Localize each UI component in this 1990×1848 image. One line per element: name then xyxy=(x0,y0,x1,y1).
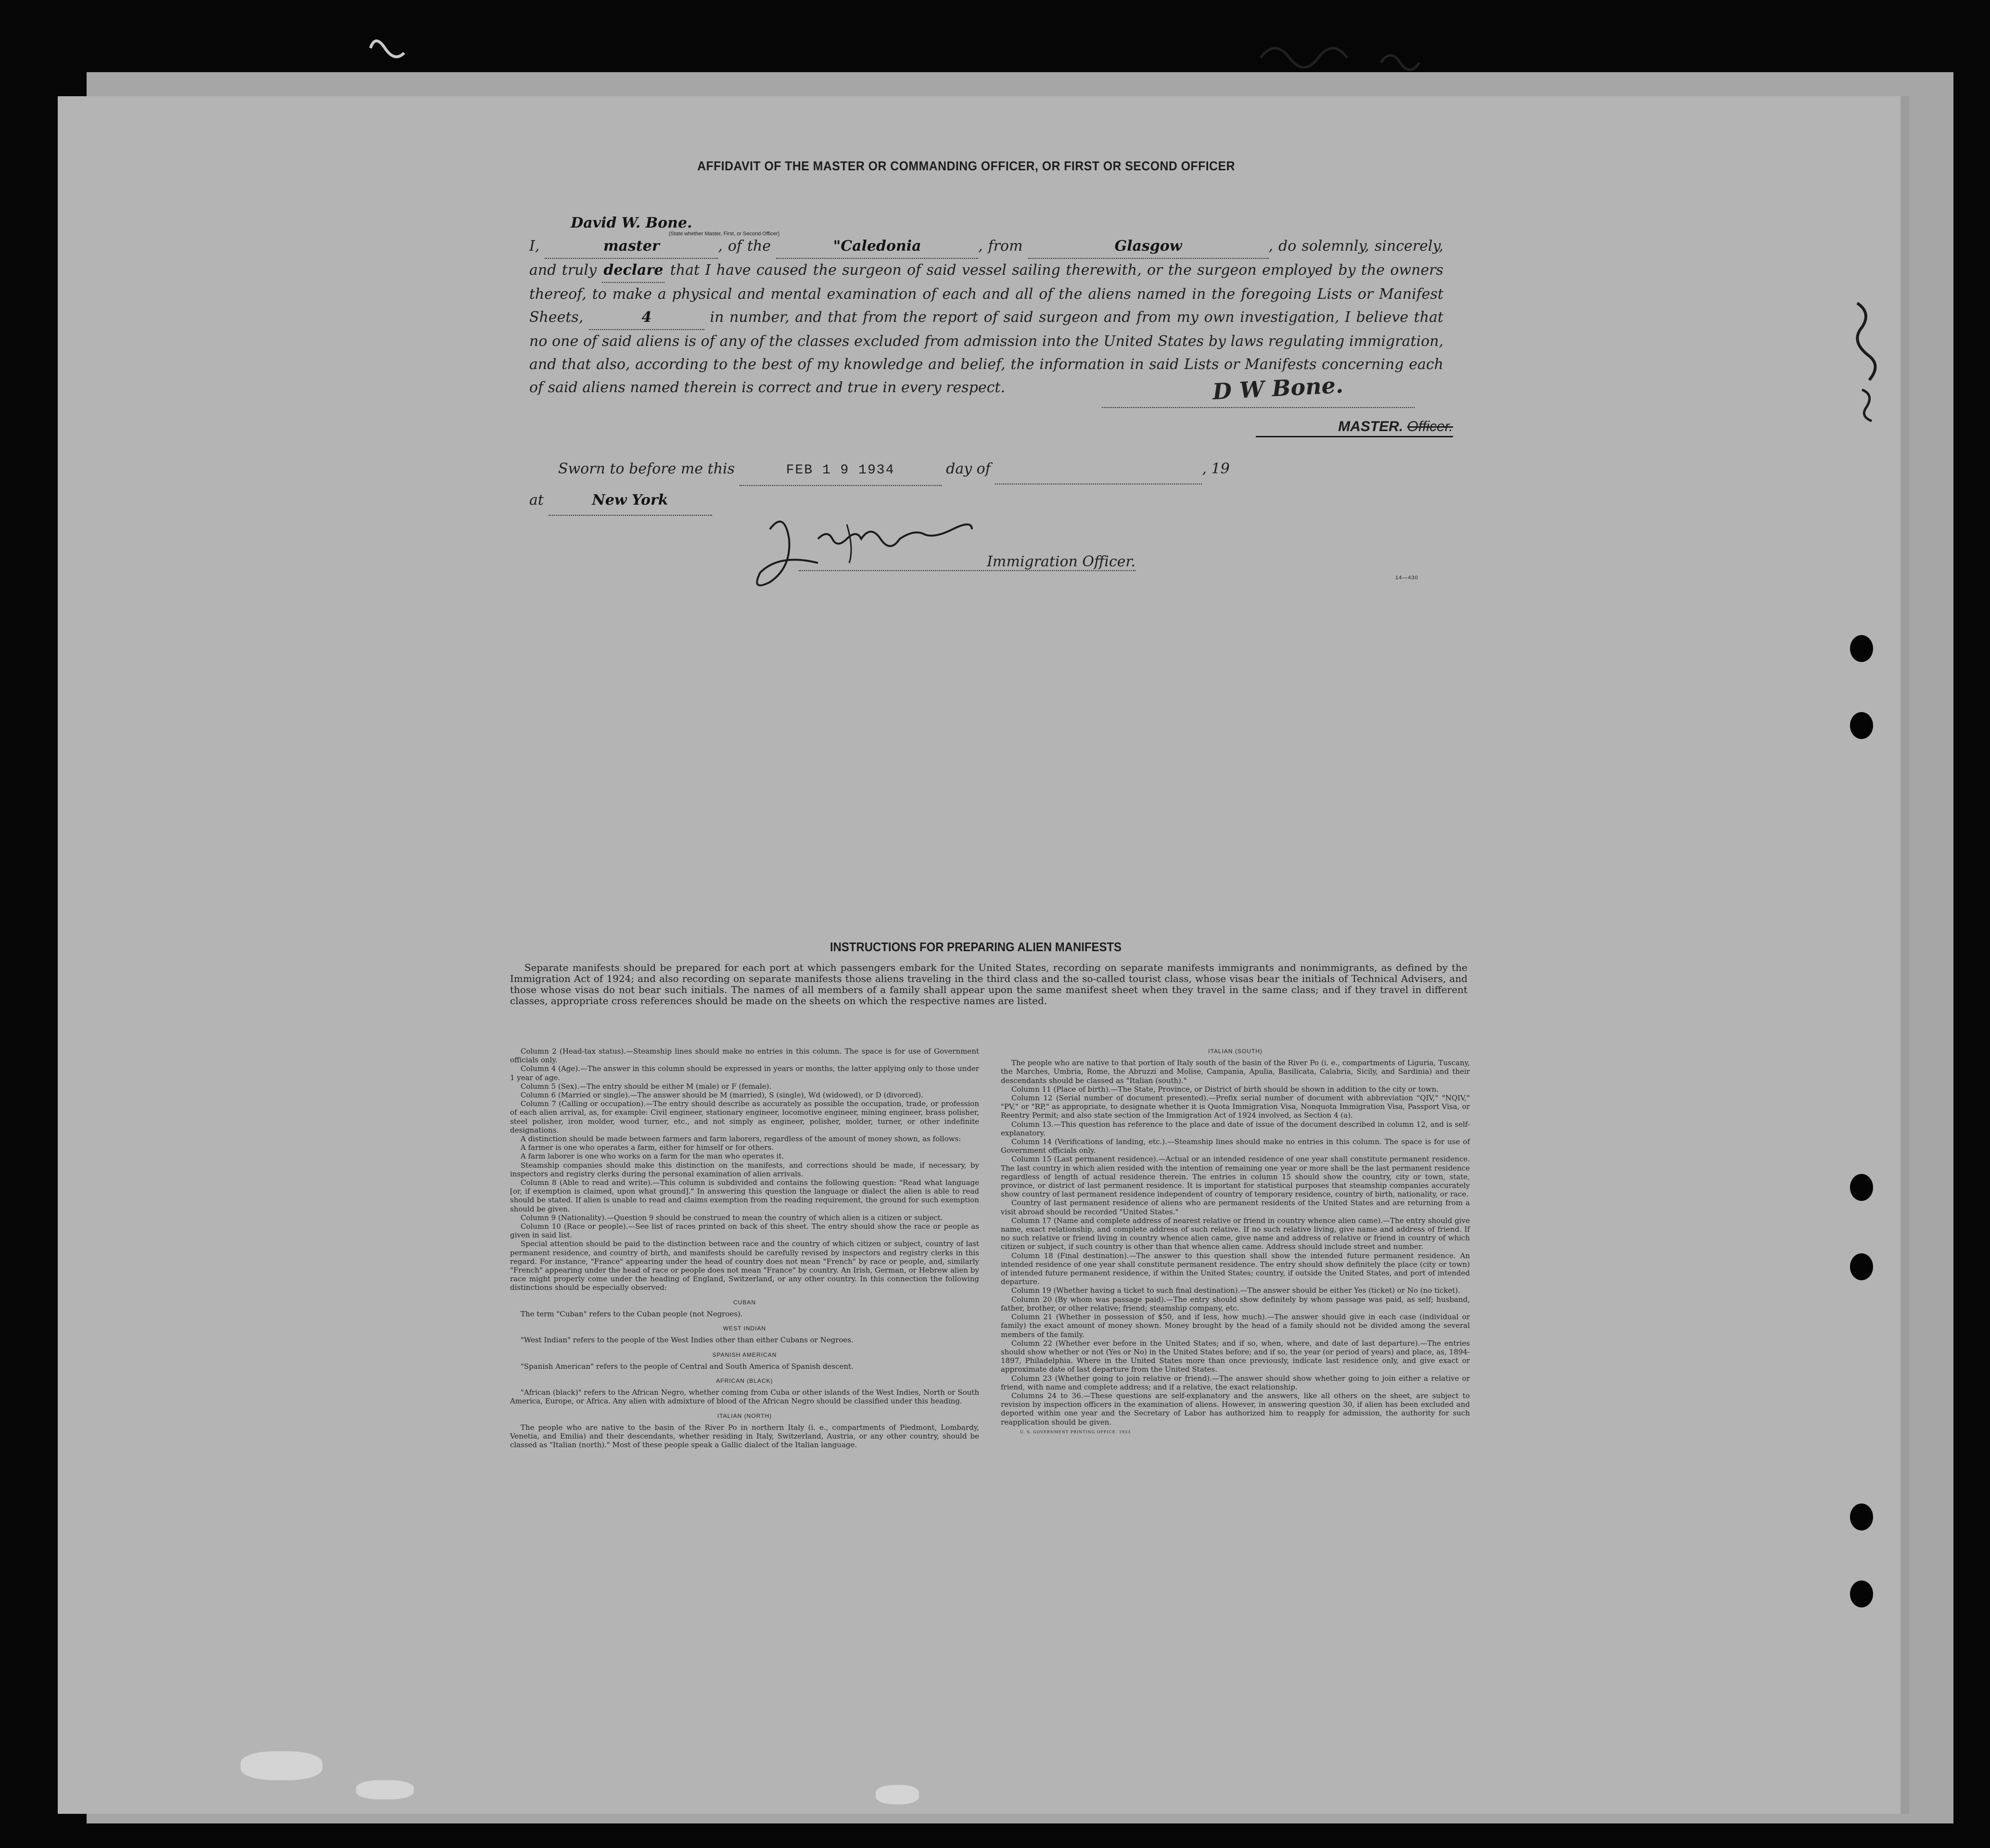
instruction-paragraph: Column 18 (Final destination).—The answer to this question shall show the intended future permanent residence. An intended residence of one year shall constitute permanent residence. The entry should show definitely the place (city or town) of intended future permanent residence, if within the United States; country, if outside the United States, and port of intended departure. xyxy=(1001,1251,1470,1287)
immigration-officer-title: Immigration Officer. xyxy=(987,553,1135,570)
form-number: 14—430 xyxy=(1395,575,1418,581)
sworn-place-field: New York xyxy=(549,486,712,516)
instruction-paragraph: Column 5 (Sex).—The entry should be either M (male) or F (female). xyxy=(521,1082,772,1091)
instruction-paragraph: Column 2 (Head-tax status).—Steamship lines should make no entries in this column. The space is for use of Government officials only. xyxy=(510,1047,979,1065)
binder-hole xyxy=(1850,712,1873,739)
instruction-paragraph: The people who are native to the basin of the River Po in northern Italy (i. e., compartments of Piedmont, Lombardy, Venetia, and Emilia) and their descendants, whether residing in Italy, Switzerland, Austria, or any other country, should be classed as "Italian (north)." Most of these people speak a Gallic dialect of the Italian language. xyxy=(510,1423,979,1450)
instruction-paragraph: Column 12 (Serial number of document presented).—Prefix serial number of document with abbreviation "QIV," "NQIV," "PV," or "RP," as appropriate, to designate whether it is Quota Immigration Visa, Nonquota Immigration Visa, Passport Visa, or Reentry Permit; and also state section of the Immigration Act of 1924 involved, as Section 4 (a). xyxy=(1001,1094,1470,1120)
master-title-label: MASTER. xyxy=(1338,419,1403,434)
binder-hole xyxy=(1850,1174,1873,1201)
printer-imprint: U. S. GOVERNMENT PRINTING OFFICE: 1933 xyxy=(1020,1429,1131,1434)
instructions-title: INSTRUCTIONS FOR PREPARING ALIEN MANIFESTS xyxy=(830,940,1122,954)
instruction-paragraph: Column 22 (Whether ever before in the United States; and if so, when, where, and date of last departure).—The entries should show whether or not (Yes or No) in the United States before; and if so, the year (or period of years) and place, as, 1894-1897, Philadelphia. Where in the United States more than once previously, indicate last residence only, and give exact or approximate date of last departure from the United States. xyxy=(1001,1338,1470,1374)
at-label: at xyxy=(529,492,544,509)
paper-wear xyxy=(241,1751,322,1780)
section-heading: ITALIAN (SOUTH) xyxy=(1208,1048,1263,1055)
instructions-left-column xyxy=(510,1047,979,1449)
instruction-paragraph: Column 15 (Last permanent residence).—Actual or an intended residence of one year shall constitute permanent residence. The last country in which alien resided with the intention of remaining one year or more shall be the last permanent residence regardless of length of actual residence therein. The entries in column 15 should show the country, city or town, state, province, or district of last permanent residence. It is important for statistical purposes that steamship companies accurately show country of last permanent residence independent of country of temporary residence, country of birth, nationality, or race. xyxy=(1001,1155,1470,1199)
instruction-paragraph: A farmer is one who operates a farm, either for himself or for others. xyxy=(521,1143,774,1152)
master-signature: D W Bone. xyxy=(1212,371,1344,405)
section-heading: ITALIAN (NORTH) xyxy=(717,1412,772,1419)
officer-struck-label: Officer. xyxy=(1407,419,1453,434)
affidavit-text: , from xyxy=(978,238,1023,255)
section-heading: SPANISH AMERICAN xyxy=(712,1351,777,1358)
section-heading: WEST INDIAN xyxy=(723,1325,766,1332)
instruction-paragraph: Column 17 (Name and complete address of nearest relative or friend in country whence alien came).—The entry should give name, exact relationship, and complete address of such relative. If no such relative living, give name and address of friend. If no such relative or friend living in country whence alien came, give name and address of relative or friend in country of which citizen or subject, if such country is other than that whence alien came. Address should include street and number. xyxy=(1001,1216,1470,1251)
affidavit-text: that I have caused the surgeon of said vessel sailing therewith, or the surgeon employed by the owners thereof, to make a physical and mental examination of each and all of the aliens named in the foregoing Lists or Manifest Sheets, xyxy=(529,262,1443,326)
top-edge-handwriting xyxy=(346,29,1549,87)
instruction-paragraph: "West Indian" refers to the people of the West Indies other than either Cubans or Negroes. xyxy=(521,1336,854,1345)
instruction-paragraph: The term "Cuban" refers to the Cuban people (not Negroes). xyxy=(521,1309,743,1318)
binder-hole xyxy=(1850,1253,1873,1280)
instruction-paragraph: Column 4 (Age).—The answer in this column should be expressed in years or months, the latter applying only to those under 1 year of age. xyxy=(510,1064,979,1082)
year-label: , 19 xyxy=(1202,460,1230,477)
instruction-paragraph: Special attention should be paid to the distinction between race and the country of which citizen or subject, country of last permanent residence, and country of birth, and manifests should be carefully revised by inspectors and registry clerks in this regard. For instance, "France" appearing under the head of country does not mean "French" by race or people, and, similarly "French" appearing under the head of race or people does not mean "France" by country. An Irish, German, or Hebrew alien by race might properly come under the heading of England, Switzerland, or any other country. In this connection the following distinctions should be especially observed: xyxy=(510,1239,979,1292)
affidavit-title: AFFIDAVIT OF THE MASTER OR COMMANDING OFFICER, OR FIRST OR SECOND OFFICER xyxy=(697,159,1235,173)
officer-rank-note: (State whether Master, First, or Second Officer) xyxy=(669,231,780,237)
sworn-block xyxy=(529,455,1230,516)
paper-wear xyxy=(356,1780,414,1799)
affidavit-text: I, xyxy=(529,238,540,255)
instruction-paragraph: Column 23 (Whether going to join relative or friend).—The answer should show whether going to join either a relative or friend, with name and complete address; and if a relative, the exact relationship. xyxy=(1001,1374,1470,1391)
affidavit-text: solemnly, sincerely, and truly xyxy=(529,238,1443,279)
instruction-paragraph: Column 19 (Whether having a ticket to such final destination).—The answer should be either Yes (ticket) or No (no ticket). xyxy=(1011,1286,1460,1295)
affidavit-text: in number, and that from the report of said surgeon and from my own investigation, I believe that no one of said aliens is of any of the classes excluded from admission into the United States by laws regulating immigration, and that also, according to the best of my knowledge and belief, the information in said Lists or Manifests concerning each of said aliens named therein is correct and true in every respect. xyxy=(529,309,1443,396)
vessel-name-field: "Caledonia xyxy=(776,235,978,259)
instruction-paragraph: Column 6 (Married or single).—The answer should be M (married), S (single), Wd (widowed), or D (divorced). xyxy=(521,1091,923,1100)
instruction-paragraph: "African (black)" refers to the African Negro, whether coming from Cuba or other islands of the West Indies, North or South America, Europe, or Africa. Any alien with admixture of blood of the African Negro should be classified under this heading. xyxy=(510,1388,979,1406)
instruction-paragraph: Country of last permanent residence of aliens who are permanent residents of the United States and are returning from a visit abroad should be recorded "United States." xyxy=(1001,1198,1470,1216)
instruction-paragraph: The people who are native to that portion of Italy south of the basin of the River Po (i. e., compartments of Liguria, Tuscany, the Marches, Umbria, Rome, the Abruzzi and Molise, Campania, Apulia, Basilicata, Calabria, Sicily, and Sardinia) and their descendants should be classed as "Italian (south)." xyxy=(1001,1058,1470,1085)
port-field: Glasgow xyxy=(1028,235,1269,259)
instruction-paragraph: Column 7 (Calling or occupation).—The entry should describe as accurately as possible the occupation, trade, or profession of each alien arrival, as, for example: Civil engineer, stationary engineer, locomotive engineer, mining engineer, brass polisher, steel polisher, iron molder, wood turner, etc., and not simply as engineer, polisher, molder, turner, or other indefinite designations. xyxy=(510,1099,979,1134)
instruction-paragraph: Column 8 (Able to read and write).—This column is subdivided and contains the following question: "Read what language [or, if exemption is claimed, upon what ground]." In answering this question the language or dialect the alien is able to read should be stated. If alien is unable to read and claims exemption from the reading requirement, the ground for such exemption should be given. xyxy=(510,1178,979,1213)
sheet-count-field: 4 xyxy=(589,306,704,330)
instruction-paragraph: Column 21 (Whether in possession of $50, and if less, how much).—The answer should give in each case (individual or family) the exact amount of money shown. Money brought by the head of a family should not be divided among the several members of the family. xyxy=(1001,1313,1470,1339)
instruction-paragraph: A farm laborer is one who works on a farm for the man who operates it. xyxy=(521,1152,784,1161)
instructions-right-column xyxy=(1001,1047,1470,1437)
immigration-officer-line xyxy=(799,544,1135,571)
instruction-paragraph: Column 11 (Place of birth).—The State, Province, or District of birth should be shown in addition to the city or town. xyxy=(1011,1084,1439,1094)
oath-word-field: declare xyxy=(602,259,664,283)
instruction-paragraph: "Spanish American" refers to the people of Central and South America of Spanish descent. xyxy=(521,1362,854,1371)
master-title xyxy=(1256,419,1453,437)
instruction-paragraph: Column 9 (Nationality).—Question 9 should be construed to mean the country of which alien is a citizen or subject. xyxy=(521,1213,943,1222)
affidavit-text: , of the xyxy=(718,238,771,255)
sworn-label: Sworn to before me this xyxy=(558,460,735,477)
affidavit-text: , do xyxy=(1268,238,1297,255)
instruction-paragraph: Column 10 (Race or people).—See list of races printed on back of this sheet. The entry should show the race or people as given in said list. xyxy=(510,1222,979,1240)
instruction-paragraph: Steamship companies should make this distinction on the manifests, and corrections should be made, if necessary, by inspectors and registry clerks during the personal examination of alien arrivals. xyxy=(510,1160,979,1178)
instruction-paragraph: Column 14 (Verifications of landing, etc.).—Steamship lines should make no entries in this column. The space is for use of Government officials only. xyxy=(1001,1137,1470,1155)
instructions-intro: Separate manifests should be prepared for each port at which passengers embark for the United States, recording on separate manifests immigrants and nonimmigrants, as defined by the Immigration Act of 1924; and also recording on separate manifests those aliens traveling in the third class and the so-called tourist class, whose visas bear the initials of Technical Advisers, and those whose visas do not bear such initials. The names of all members of a family shall appear upon the same manifest sheet when they travel in the same class; and if they travel in different classes, appropriate cross references should be made on the sheets on which the respective names are listed. xyxy=(510,962,1467,1007)
master-name-field: David W. Bone. master xyxy=(545,212,718,259)
paper-wear xyxy=(876,1785,919,1804)
instruction-paragraph: A distinction should be made between farmers and farm laborers, regardless of the amount of money shown, as follows: xyxy=(521,1134,961,1144)
instruction-paragraph: Column 20 (By whom was passage paid).—The entry should show definitely by whom passage was paid, as self; husband, father, brother, or other relative; friend; steamship company, etc. xyxy=(1001,1295,1470,1313)
margin-mark xyxy=(1848,298,1881,423)
binder-hole xyxy=(1850,1504,1873,1530)
binder-hole xyxy=(1850,1580,1873,1607)
section-heading: CUBAN xyxy=(733,1299,756,1306)
instruction-paragraph: Column 13.—This question has reference to the place and date of issue of the document described in column 12, and is self-explanatory. xyxy=(1001,1120,1470,1137)
master-signature-line xyxy=(1102,407,1415,408)
day-of-label: day of xyxy=(946,460,991,477)
sworn-date-stamp: FEB 1 9 1934 xyxy=(740,456,942,486)
affidavit-body xyxy=(529,212,1443,399)
section-heading: AFRICAN (BLACK) xyxy=(716,1377,773,1384)
binder-hole xyxy=(1850,635,1873,662)
instruction-paragraph: Columns 24 to 36.—These questions are self-explanatory and the answers, like all others on the sheet, are subject to revision by inspection officers in the examination of aliens. However, in answering question 30, if alien has been excluded and deported within one year and the Secretary of Labor has authorized him to reapply for admission, the authority for such reapplication should be given. xyxy=(1001,1391,1470,1427)
